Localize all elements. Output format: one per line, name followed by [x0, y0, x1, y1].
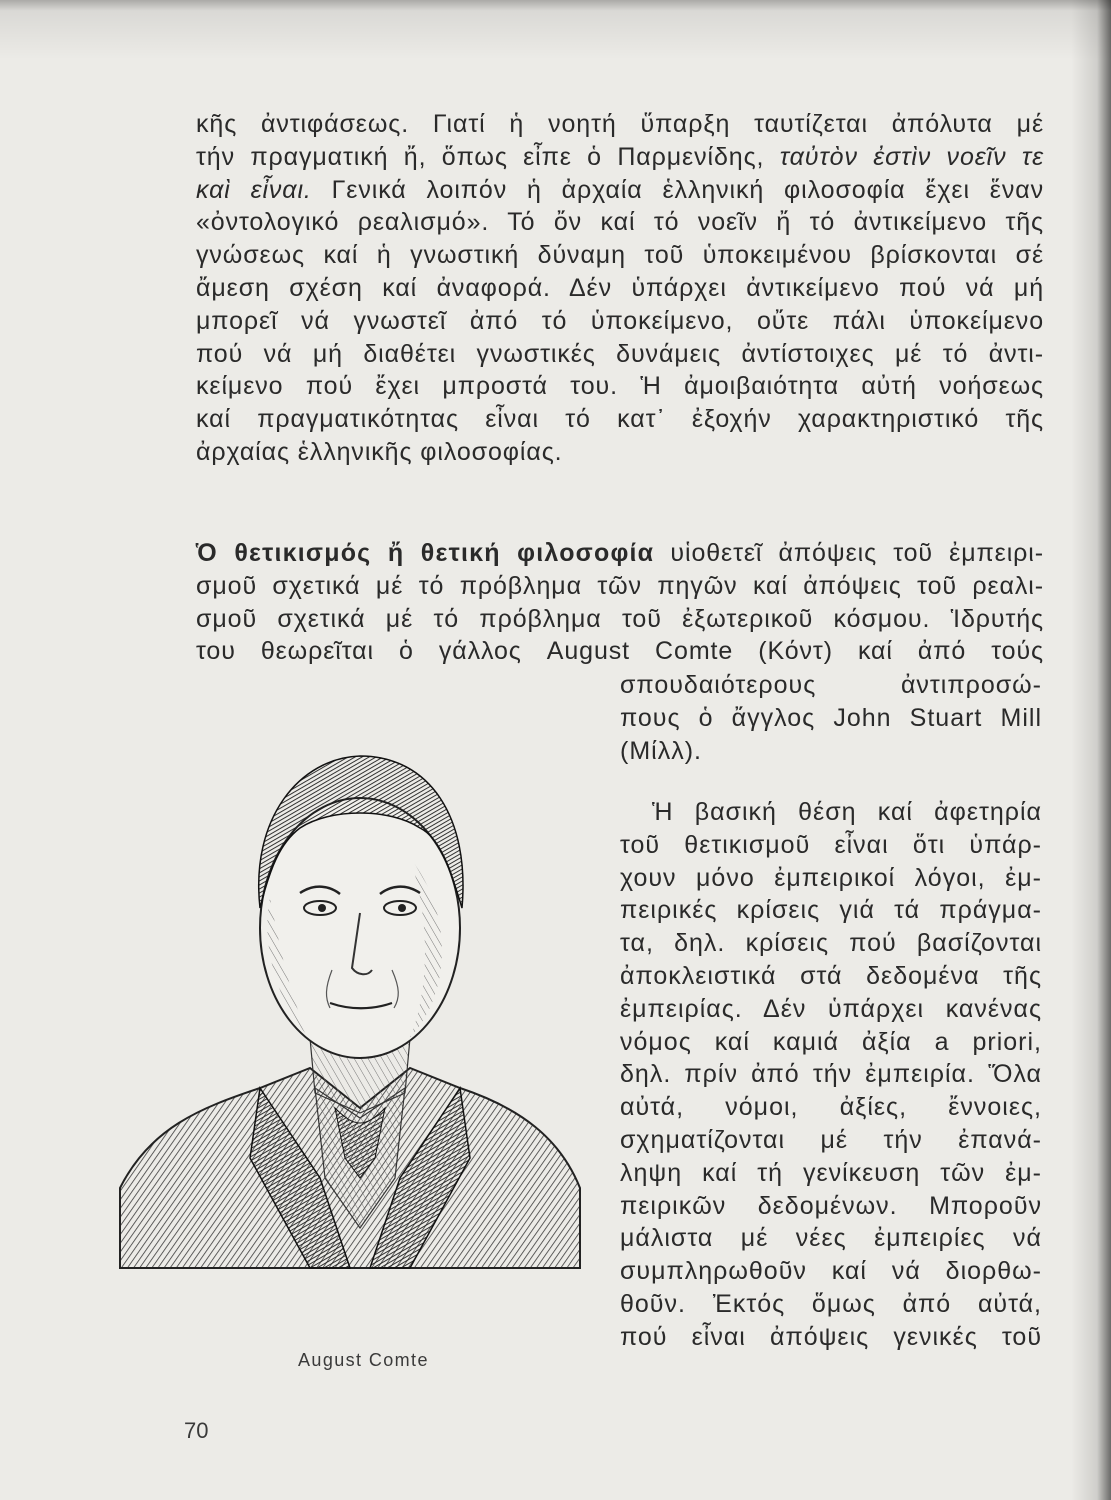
text-line: του θεωρεῖται ὁ γάλλος August Comte (Κόντ) καί ἀπό τούς	[196, 637, 1044, 666]
text-line: τήν πραγματική ἤ, ὅπως εἶπε ὁ Παρμενίδης, ταὐτὸν ἐστὶν νοεῖν τε	[196, 142, 1044, 171]
text-line: Ἡ βασική θέση καί ἀφετηρία	[652, 798, 1042, 826]
text-line: πού νά μή διαθέτει γνωστικές δυνάμεις ἀντίστοιχες μέ τό ἀντι-	[196, 339, 1044, 368]
text-line: ἀρχαίας ἑλληνικῆς φιλοσοφίας.	[196, 437, 563, 466]
text-line: ἄμεση σχέση καί ἀναφορά. Δέν ὑπάρχει ἀντικείμενο πού νά μή	[196, 273, 1044, 302]
page-top-shadow	[0, 0, 1111, 60]
text-line: τα, δηλ. κρίσεις πού βασίζονται	[620, 929, 1042, 958]
text-line: (Μίλλ).	[620, 736, 702, 765]
text-line: ληψη καί τή γενίκευση τῶν ἐμ-	[620, 1158, 1042, 1187]
text-line: μάλιστα μέ νέες ἐμπειρίες νά	[620, 1224, 1042, 1253]
text-line: μπορεῖ νά γνωστεῖ ἀπό τό ὑποκείμενο, οὔτε πάλι ὑποκείμενο	[196, 306, 1044, 335]
text-line: κῆς ἀντιφάσεως. Γιατί ἡ νοητή ὕπαρξη ταυτίζεται ἀπόλυτα μέ	[196, 110, 1044, 138]
text-line: ἐμπειρίας. Δέν ὑπάρχει κανένας	[620, 994, 1042, 1023]
text-line: σμοῦ σχετικά μέ τό πρόβλημα τοῦ ἐξωτερικοῦ κόσμου. Ἱδρυτής	[196, 604, 1044, 633]
paragraph-positivism-thesis	[620, 796, 1042, 1354]
page-number: 70	[184, 1418, 209, 1443]
text-line: καί πραγματικότητας εἶναι τό κατ᾽ ἐξοχήν χαρακτηριστικό τῆς	[196, 405, 1044, 434]
paragraph-positivism-intro	[196, 537, 1044, 668]
text-line: αὐτά, νόμοι, ἀξίες, ἔννοιες,	[620, 1093, 1042, 1122]
text-line: ἀποκλειστικά στά δεδομένα τῆς	[620, 961, 1042, 990]
text-line: καὶ εἶναι. Γενικά λοιπόν ἡ ἀρχαία ἑλληνική φιλοσοφία ἔχει ἕναν	[196, 175, 1044, 204]
text-line: Ὁ θετικισμός ἤ θετική φιλοσοφία υἱοθετεῖ ἀπόψεις τοῦ ἐμπειρι-	[196, 539, 1044, 567]
text-line: κείμενο πού ἔχει μπροστά του. Ἡ ἀμοιβαιότητα αὐτή νοήσεως	[196, 372, 1044, 401]
text-line: γνώσεως καί ἡ γνωστική δύναμη τοῦ ὑποκειμένου βρίσκονται σέ	[196, 241, 1044, 270]
text-line: «ὀντολογικό ρεαλισμό». Τό ὄν καί τό νοεῖν ἤ τό ἀντικείμενο τῆς	[196, 208, 1044, 237]
text-line: τοῦ θετικισμοῦ εἶναι ὅτι ὑπάρ-	[620, 830, 1042, 859]
text-line: χουν μόνο ἐμπειρικοί λόγοι, ἐμ-	[620, 863, 1042, 892]
paragraph-positivism-column	[620, 669, 1042, 767]
paragraph-ontological-realism	[196, 108, 1044, 469]
text-line: συμπληρωθοῦν καί νά διορθω-	[620, 1257, 1042, 1286]
parmenides-quote-end: καὶ εἶναι.	[196, 175, 312, 204]
text-line: σπουδαιότερους ἀντιπροσώ-	[620, 671, 1042, 699]
text-line: πού εἶναι ἀπόψεις γενικές τοῦ	[620, 1322, 1042, 1351]
text-line: πους ὁ ἄγγλος John Stuart Mill	[620, 703, 1042, 732]
text-line: νόμος καί καμιά ἀξία a priori,	[620, 1027, 1042, 1056]
page-binding-shadow	[1071, 0, 1111, 1500]
text-line: πειρικῶν δεδομένων. Μποροῦν	[620, 1191, 1042, 1220]
text-line: πειρικές κρίσεις γιά τά πράγμα-	[620, 896, 1042, 925]
text-line: σχηματίζονται μέ τήν ἐπανά-	[620, 1125, 1042, 1154]
positivism-heading: Ὁ θετικισμός ἤ θετική φιλοσοφία	[196, 539, 655, 567]
portrait-caption: August Comte	[298, 1350, 429, 1370]
text-line: δηλ. πρίν ἀπό τήν ἐμπειρία. Ὅλα	[620, 1060, 1042, 1089]
text-line: σμοῦ σχετικά μέ τό πρόβλημα τῶν πηγῶν καί ἀπόψεις τοῦ ρεαλι-	[196, 571, 1044, 600]
august-comte-portrait-icon	[110, 708, 590, 1328]
parmenides-quote: ταὐτὸν ἐστὶν νοεῖν τε	[779, 142, 1044, 171]
text-line: θοῦν. Ἐκτός ὅμως ἀπό αὐτά,	[620, 1289, 1042, 1318]
